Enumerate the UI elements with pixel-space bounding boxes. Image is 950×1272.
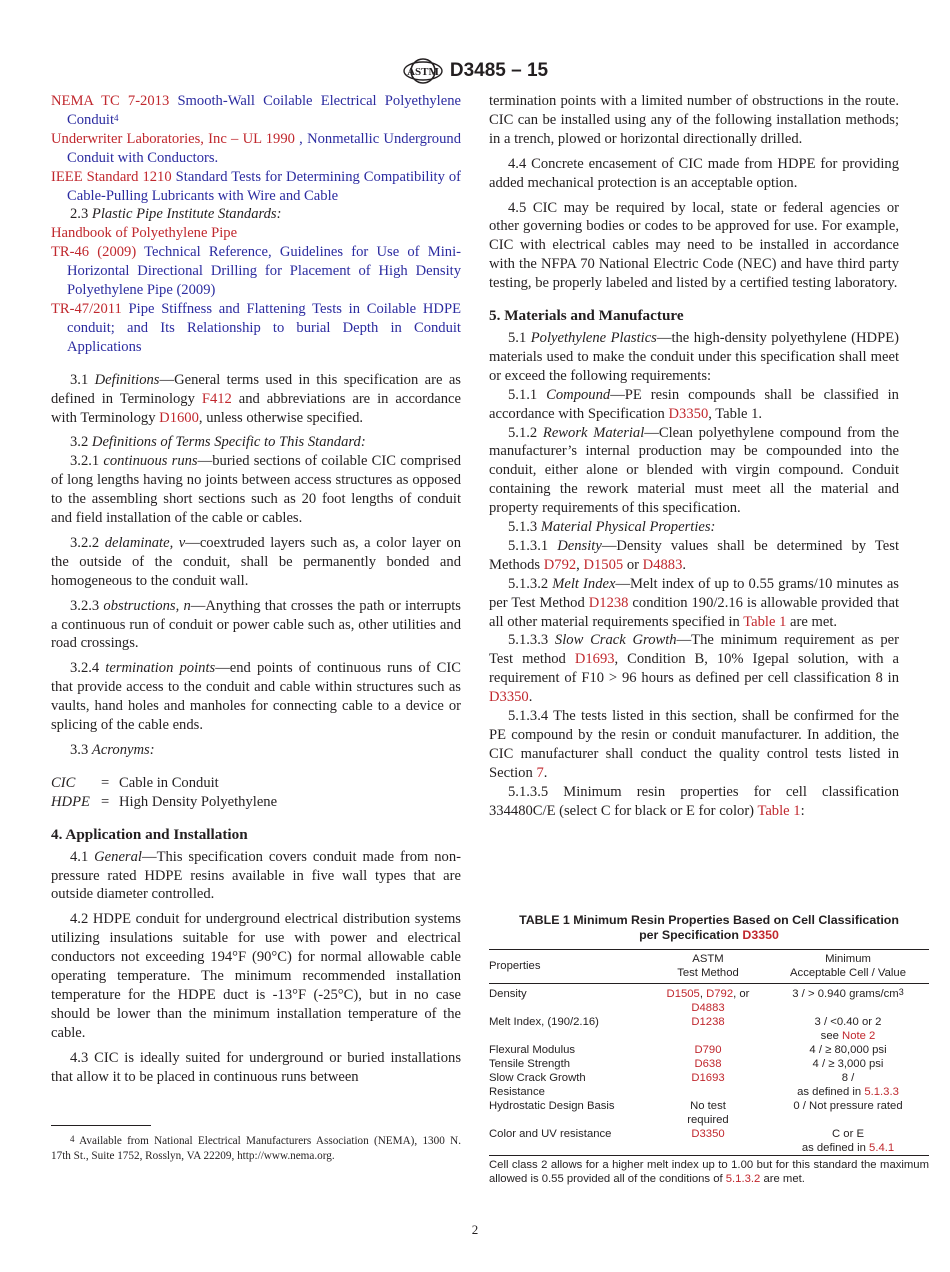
section-4-1: 4.1 General—This specification covers conduit made from non-pressure rated HDPE resins available in five wall types that are outside diameter controlled. [51, 848, 461, 903]
section-3-2-2: 3.2.2 delaminate, v—coextruded layers such as, a color layer on the outside of the conduit, shall be permanently bonded and homogeneous to the conduit wall. [51, 534, 461, 589]
table-caption: TABLE 1 Minimum Resin Properties Based on Cell Classification per Specification D3350 [519, 913, 899, 942]
footnote-marker[interactable]: 4 [114, 112, 119, 123]
acronym-row: HDPE = High Density Polyethylene [51, 793, 278, 810]
link-d1505[interactable]: D1505 [666, 988, 700, 1000]
reference-link[interactable]: TR-47/2011 [51, 300, 122, 317]
reference-tr47 [51, 300, 461, 357]
section-5-1-3-2: 5.1.3.2 Melt Index—Melt index of up to 0.55 grams/10 minutes as per Test Method D1238 condition 190/2.16 is allowable provided that all other material requirements specified in Table 1 are met. [489, 575, 899, 630]
link-table-1[interactable]: Table 1 [743, 613, 787, 630]
column-header-test-method: ASTM Test Method [677, 953, 739, 979]
reference-title[interactable]: Smooth-Wall Coilable Electrical Polyethylene Conduit [67, 93, 461, 128]
section-5-1-3-1: 5.1.3.1 Density—Density values shall be determined by Test Methods D792, D1505 or D4883. [489, 537, 899, 573]
table-row: Hydrostatic Design Basis No test required 0 / Not pressure rated [489, 1100, 903, 1126]
section-3-2: 3.2 Definitions of Terms Specific to This Standard: [70, 434, 366, 451]
link-d3350[interactable]: D3350 [742, 928, 779, 942]
right-column [489, 92, 899, 821]
section-5-1: 5.1 Polyethylene Plastics—the high-density polyethylene (HDPE) materials used to make the conduit under this specification shall meet or exceed the following requirements: [489, 329, 899, 384]
resin-properties-table [489, 949, 929, 1156]
table-row: Melt Index, (190/2.16) D1238 3 / <0.40 or 2 see Note 2 [489, 1016, 882, 1042]
table-row: Tensile Strength D638 4 / ≥ 3,000 psi [489, 1058, 884, 1070]
section-3-2-1: 3.2.1 continuous runs—buried sections of coilable CIC comprised of long lengths having no joints between access structures as opposed to the assembling short sections such as 20 foot lengths of conduit and field installation of the cable or cables. [51, 453, 462, 527]
reference-title[interactable]: Nonmetallic Underground Conduit with Conductors. [67, 130, 461, 166]
link-d792[interactable]: D792 [706, 988, 734, 1000]
page-header [0, 54, 950, 88]
reference-handbook [51, 224, 461, 243]
link-5-1-3-2[interactable]: 5.1.3.2 [725, 1173, 761, 1185]
table-row: Color and UV resistance D3350 C or E as defined in 5.4.1 [489, 1127, 929, 1156]
link-section-7[interactable]: 7 [536, 764, 544, 781]
page-number: 2 [471, 1222, 479, 1237]
section-3-2-3: 3.2.3 obstructions, n—Anything that crosses the path or interrupts a continuous run of conduit or power cable such as, other utilities and road crossings. [51, 597, 461, 652]
table-row: Slow Crack Growth Resistance D1693 8 / as defined in 5.1.3.3 [489, 1072, 899, 1098]
column-header-min-value: Minimum Acceptable Cell / Value [790, 953, 906, 979]
table-row: Flexural Modulus D790 4 / ≥ 80,000 psi [489, 1044, 887, 1056]
section-4-heading: 4. Application and Installation [51, 825, 248, 843]
table-row: Density D1505, D792, or D4883 3 / > 0.940 grams/$cm^3$ [489, 987, 904, 1014]
reference-link[interactable]: NEMA TC 7-2013 [51, 93, 170, 109]
link-d1693[interactable]: D1693 [691, 1072, 725, 1084]
section-5-1-3: 5.1.3 Material Physical Properties: [508, 519, 716, 536]
footnote-4: $^4$ Available from National Electrical Manufacturers Association (NEMA), 1300 N. 17th St., Suite 1752, Rosslyn, VA 22209, http://www.nema.org. [51, 1133, 461, 1162]
link-d1238[interactable]: D1238 [691, 1016, 725, 1028]
section-5-1-1: 5.1.1 Compound—PE resin compounds shall be classified in accordance with Specification D3350, Table 1. [489, 386, 899, 422]
link-d1600[interactable]: D1600 [159, 409, 199, 426]
reference-ul: Underwriter Laboratories, Inc – UL 1990 , Nonmetallic Underground Conduit with Conductors. [51, 130, 461, 166]
section-5-1-2: 5.1.2 Rework Material—Clean polyethylene compound from the manufacturer’s internal production may be compounded into the conduit, either alone or blended with virgin compound. Conduit containing the rework material must meet all the material and property requirements of this specification. [489, 424, 899, 517]
link-d3350[interactable]: D3350 [691, 1128, 725, 1140]
link-d1505[interactable]: D1505 [583, 556, 624, 573]
left-column [51, 92, 461, 1164]
section-4-5: 4.5 CIC may be required by local, state or federal agencies or other governing bodies or codes to be approved for use. For example, CIC with electrical cables may need to be installed in accordance with the NFPA 70 National Electric Code (NEC) and have third party testing, be properly labeled and listed by a certified testing laboratory. [489, 199, 899, 292]
section-5-1-3-5: 5.1.3.5 Minimum resin properties for cell classification 334480C/E (select C for black or E for color) Table 1: [489, 783, 899, 819]
reference-link[interactable]: TR-46 (2009) [51, 244, 137, 261]
reference-link[interactable]: Handbook of Polyethylene Pipe [51, 225, 238, 242]
table-1 [489, 913, 929, 1186]
link-d792[interactable]: D792 [543, 556, 577, 573]
section-5-1-3-4: 5.1.3.4 The tests listed in this section, shall be confirmed for the PE compound by the resin or conduit manufacturer. In addition, the CIC manufacturer shall conduct the quality control tests listed in Section 7. [489, 708, 899, 781]
table-note: Cell class 2 allows for a higher melt index up to 1.00 but for this standard the maximum allowed is 0.55 provided all of the conditions of 5.1.3.2 are met. [489, 1159, 929, 1185]
section-5-1-3-3: 5.1.3.3 Slow Crack Growth—The minimum requirement as per Test method D1693, Condition B, 10% Igepal solution, with a requirement of F10 > 96 hours as defined per cell classification 8 in D3350. [489, 632, 899, 706]
column-header-properties: Properties [489, 960, 541, 972]
link-f412[interactable]: F412 [201, 390, 232, 407]
section-4-3: 4.3 CIC is ideally suited for underground or buried installations that allow it to be placed in continuous runs between [51, 1049, 461, 1085]
acronym-row: CIC = Cable in Conduit [51, 774, 219, 791]
link-d790[interactable]: D790 [694, 1044, 722, 1056]
reference-ieee [51, 168, 461, 206]
link-note-2[interactable]: Note 2 [842, 1030, 876, 1042]
section-3-1: 3.1 Definitions—General terms used in this specification are as defined in Terminology F412 and abbreviations are in accordance with Terminology D1600, unless otherwise specified. [51, 371, 461, 426]
reference-title[interactable]: Technical Reference, Guidelines for Use of Mini-Horizontal Directional Drilling for Placement of High Density Polyethylene Pipe (2009) [67, 244, 461, 299]
reference-link[interactable]: Underwriter Laboratories, Inc – UL 1990 [51, 130, 295, 147]
section-4-3-continued: termination points with a limited number of obstructions in the route. CIC can be installed using any of the following installation methods; in a trench, plowed or horizontal directionally drilled. [489, 93, 899, 147]
section-3-3: 3.3 Acronyms: [70, 742, 155, 758]
link-table-1[interactable]: Table 1 [757, 802, 801, 819]
link-d1693[interactable]: D1693 [574, 651, 615, 668]
reference-title[interactable]: Pipe Stiffness and Flattening Tests in Coilable HDPE conduit; and Its Relationship to burial Depth in Conduit Applications [67, 300, 461, 355]
link-d638[interactable]: D638 [694, 1058, 722, 1070]
link-d1238[interactable]: D1238 [588, 594, 629, 611]
section-2-3: 2.3 Plastic Pipe Institute Standards: [70, 206, 282, 223]
table-header-row [489, 950, 929, 984]
section-4-4: 4.4 Concrete encasement of CIC made from HDPE for providing added mechanical protection is an acceptable option. [489, 155, 899, 191]
svg-text:ASTM: ASTM [406, 66, 439, 78]
reference-title[interactable]: Standard Tests for Determining Compatibility of Cable-Pulling Lubricants with Wire and Cable [67, 168, 462, 204]
reference-nema [51, 92, 461, 130]
section-5-heading: 5. Materials and Manufacture [489, 307, 684, 325]
link-d4883[interactable]: D4883 [642, 556, 683, 573]
link-d4883[interactable]: D4883 [691, 1002, 725, 1014]
link-5-1-3-3[interactable]: 5.1.3.3 [864, 1086, 899, 1098]
document-id: D3485 – 15 [449, 60, 549, 81]
astm-logo-icon [402, 56, 444, 86]
section-4-2: 4.2 HDPE conduit for underground electrical distribution systems utilizing insulations suitable for use with power and electrical conductors not exceeding 194°F (90°C) for normal allowable cable operating temperature. The minimum recommended installation temperature for the HDPE duct is -13°F (-25°C), but in no case should be lower than the minimum installation temperature of the cable. [51, 911, 461, 1041]
reference-tr46 [51, 243, 461, 300]
link-d3350[interactable]: D3350 [489, 689, 529, 706]
link-5-4-1[interactable]: 5.4.1 [869, 1142, 895, 1154]
reference-link[interactable]: IEEE Standard 1210 [51, 168, 172, 185]
section-3-2-4: 3.2.4 termination points—end points of continuous runs of CIC that provide access to the conduit and cable within structures such as vaults, hand holes and manholes for connecting cable to a device or splicing of the cable ends. [51, 660, 461, 734]
link-d3350[interactable]: D3350 [668, 405, 709, 422]
